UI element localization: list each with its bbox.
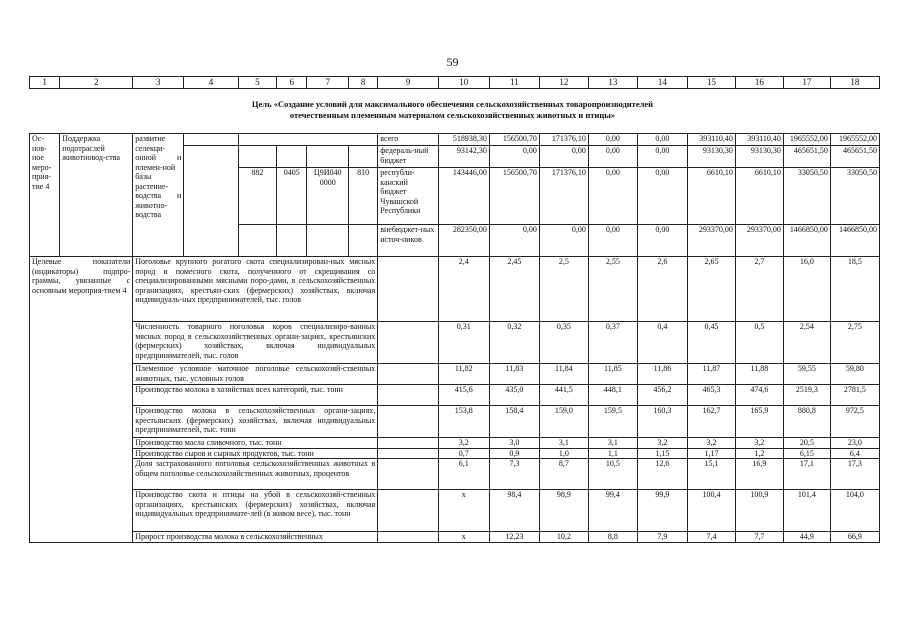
- indicator-value: 972,5: [830, 406, 879, 438]
- indicator-source-blank: [378, 490, 438, 532]
- indicator-value: 11,86: [637, 364, 687, 385]
- indicator-value: 158,4: [489, 406, 539, 438]
- indicator-value: 98,9: [539, 490, 588, 532]
- funding-source: всего: [378, 134, 438, 146]
- indicator-value: 15,1: [687, 459, 735, 490]
- indicator-value: 8,8: [588, 532, 637, 543]
- target-article-code: Ц9И040 0000: [307, 168, 349, 225]
- indicator-value: 10,5: [588, 459, 637, 490]
- budget-code-blank: [238, 134, 378, 146]
- goal-title-line-1: Цель «Создание условий для максимального обеспечения сельскохозяйственных товаропроизводителей: [251, 99, 654, 109]
- indicator-value: 153,8: [438, 406, 489, 438]
- indicator-value: 98,4: [489, 490, 539, 532]
- column-number: 5: [238, 77, 277, 89]
- indicator-source-blank: [378, 448, 438, 459]
- indicator-row: [30, 448, 880, 459]
- budget-code-blank: [307, 225, 349, 257]
- indicator-value: 12,23: [489, 532, 539, 543]
- indicator-value: 101,4: [783, 490, 830, 532]
- indicator-value: 7,9: [637, 532, 687, 543]
- indicator-row: [30, 459, 880, 490]
- indicator-name: Племенное условное маточное поголовье сельскохозяй-ственных животных, тыс. условных голов: [133, 364, 378, 385]
- indicator-source-blank: [378, 532, 438, 543]
- funding-value: 293370,00: [735, 225, 783, 257]
- indicator-value: 0,31: [438, 322, 489, 364]
- event-name: Поддержка подотраслей животновод-ства: [60, 134, 133, 257]
- funding-value: 293370,00: [687, 225, 735, 257]
- indicator-value: 12,6: [637, 459, 687, 490]
- funding-value: 33050,50: [830, 168, 879, 225]
- column-number: 2: [60, 77, 133, 89]
- budget-code-blank: [349, 146, 378, 168]
- indicator-source-blank: [378, 385, 438, 406]
- funding-value: 93142,30: [438, 146, 489, 168]
- indicator-row: [30, 257, 880, 322]
- indicator-value: 3,0: [489, 438, 539, 449]
- indicator-name: Поголовье крупного рогатого скота специализирован-ных мясных пород и помесного скота, полученного от скрещивания со специализированными мясными поро-дами, в сельскохозяйственных организациях, крестьян-ских (фермерских) хозяйствах, включая индивидуаль-ных предпринимателей, тыс. голов: [133, 257, 378, 322]
- column-number: 12: [539, 77, 588, 89]
- indicator-value: 3,2: [438, 438, 489, 449]
- funding-value: 1466850,00: [830, 225, 879, 257]
- indicator-value: 2,54: [783, 322, 830, 364]
- event-description: развитие селекци-онной и племен-ной базы растение-водства и животно-водства: [133, 134, 184, 257]
- funding-value: 143446,00: [438, 168, 489, 225]
- funding-value: 171376,10: [539, 168, 588, 225]
- indicator-value: 2,45: [489, 257, 539, 322]
- indicator-value: 474,6: [735, 385, 783, 406]
- indicator-value: 159,0: [539, 406, 588, 438]
- indicator-value: 2,75: [830, 322, 879, 364]
- funding-value: 93130,30: [687, 146, 735, 168]
- indicator-value: 8,7: [539, 459, 588, 490]
- funding-value: 0,00: [637, 168, 687, 225]
- funding-value: 0,00: [637, 134, 687, 146]
- indicator-value: 0,35: [539, 322, 588, 364]
- indicator-value: 2519,3: [783, 385, 830, 406]
- indicator-value: 3,1: [539, 438, 588, 449]
- indicator-value: 7,7: [735, 532, 783, 543]
- indicator-value: 23,0: [830, 438, 879, 449]
- funding-value: 0,00: [588, 146, 637, 168]
- indicator-value: 448,1: [588, 385, 637, 406]
- indicator-value: 0,32: [489, 322, 539, 364]
- indicator-value: 1,1: [588, 448, 637, 459]
- column-number: 6: [277, 77, 307, 89]
- funding-value: 156500,70: [489, 168, 539, 225]
- indicator-value: 2,5: [539, 257, 588, 322]
- column-number: 3: [133, 77, 184, 89]
- indicator-name: Производство скота и птицы на убой в сельскохозяй-ственных организациях, крестьянских (фермерских) хозяйствах, включая индивидуальных предпринимате-лей (в живом весе), тыс. тонн: [133, 490, 378, 532]
- funding-value: 6610,10: [687, 168, 735, 225]
- funding-value: 465651,50: [830, 146, 879, 168]
- column-number-header: [29, 76, 880, 89]
- column-number: 11: [489, 77, 539, 89]
- indicator-value: 20,5: [783, 438, 830, 449]
- indicator-value: 456,2: [637, 385, 687, 406]
- indicator-value: 7,3: [489, 459, 539, 490]
- indicator-value: 415,6: [438, 385, 489, 406]
- column-number: 8: [349, 77, 378, 89]
- indicator-name: Производство масла сливочного, тыс. тонн: [133, 438, 378, 449]
- column-number: 1: [30, 77, 60, 89]
- indicator-row: [30, 490, 880, 532]
- section-code: 0405: [277, 168, 307, 225]
- indicator-value: 17,1: [783, 459, 830, 490]
- indicator-value: 59,55: [783, 364, 830, 385]
- column-number: 13: [588, 77, 637, 89]
- indicator-name: Доля застрахованного поголовья сельскохозяйственных животных в общем поголовье сельскохозяйственных животных, процентов: [133, 459, 378, 490]
- indicator-value: 3,2: [687, 438, 735, 449]
- funding-value: 1965552,00: [783, 134, 830, 146]
- indicator-value: 7,4: [687, 532, 735, 543]
- funding-row: [30, 134, 880, 146]
- indicator-value: х: [438, 532, 489, 543]
- indicator-value: 0,5: [735, 322, 783, 364]
- indicator-value: 59,80: [830, 364, 879, 385]
- indicator-value: 0,4: [637, 322, 687, 364]
- indicator-row: [30, 322, 880, 364]
- goal-title: [0, 99, 905, 121]
- funding-value: 393110,40: [687, 134, 735, 146]
- indicator-value: 2,6: [637, 257, 687, 322]
- funding-value: 156500,70: [489, 134, 539, 146]
- column-number: 15: [687, 77, 735, 89]
- funding-value: 0,00: [489, 225, 539, 257]
- indicator-name: Производство молока в сельскохозяйственных органи-зациях, крестьянских (фермерских) хозяйствах, включая индивидуальных предпринимателей, тыс. тонн: [133, 406, 378, 438]
- budget-code-blank: [349, 225, 378, 257]
- column-number: 9: [378, 77, 438, 89]
- indicator-row: [30, 385, 880, 406]
- indicator-value: 1,0: [539, 448, 588, 459]
- indicator-value: 100,9: [735, 490, 783, 532]
- indicator-value: 16,9: [735, 459, 783, 490]
- indicator-value: 159,5: [588, 406, 637, 438]
- indicator-source-blank: [378, 257, 438, 322]
- funding-value: 282350,00: [438, 225, 489, 257]
- funding-value: 171376,10: [539, 134, 588, 146]
- indicator-source-blank: [378, 459, 438, 490]
- indicator-value: 11,83: [489, 364, 539, 385]
- indicator-value: 3,2: [637, 438, 687, 449]
- indicator-value: 0,37: [588, 322, 637, 364]
- funding-value: 0,00: [637, 225, 687, 257]
- indicator-value: 66,9: [830, 532, 879, 543]
- indicator-value: 0,45: [687, 322, 735, 364]
- budget-code-blank: [238, 146, 277, 168]
- indicator-value: 6,4: [830, 448, 879, 459]
- budget-code-blank: [277, 146, 307, 168]
- indicator-value: 880,8: [783, 406, 830, 438]
- funding-source: внебюджет-ных источ-ников: [378, 225, 438, 257]
- funding-value: 1965552,00: [830, 134, 879, 146]
- column-number: 17: [783, 77, 830, 89]
- indicator-value: 10,2: [539, 532, 588, 543]
- funding-value: 0,00: [489, 146, 539, 168]
- indicator-value: 6,1: [438, 459, 489, 490]
- funding-value: 0,00: [588, 168, 637, 225]
- funding-source: федераль-ный бюджет: [378, 146, 438, 168]
- indicator-value: 0,9: [489, 448, 539, 459]
- funding-value: 0,00: [539, 146, 588, 168]
- funding-value: 6610,10: [735, 168, 783, 225]
- indicator-value: 3,1: [588, 438, 637, 449]
- indicator-value: 160,3: [637, 406, 687, 438]
- executor-cell: [184, 134, 238, 146]
- funding-value: 0,00: [588, 134, 637, 146]
- indicator-name: Численность товарного поголовья коров специализиро-ванных мясных пород в сельскохозяйственных органи-зациях, крестьянских (фермерских) хозяйствах, включая индивидуальных предпринимателей, тыс. голов: [133, 322, 378, 364]
- indicator-value: 44,9: [783, 532, 830, 543]
- indicator-value: 441,5: [539, 385, 588, 406]
- indicator-value: 11,85: [588, 364, 637, 385]
- indicator-value: 3,2: [735, 438, 783, 449]
- indicator-value: 165,9: [735, 406, 783, 438]
- indicator-value: 2,65: [687, 257, 735, 322]
- indicator-name: Производство сыров и сырных продуктов, тыс. тонн: [133, 448, 378, 459]
- budget-code-blank: [307, 146, 349, 168]
- funding-value: 393110,40: [735, 134, 783, 146]
- indicator-value: 162,7: [687, 406, 735, 438]
- indicator-source-blank: [378, 364, 438, 385]
- indicator-name: Производство молока в хозяйствах всех категорий, тыс. тонн: [133, 385, 378, 406]
- indicator-source-blank: [378, 438, 438, 449]
- budget-code-blank: [277, 225, 307, 257]
- indicator-value: 2,7: [735, 257, 783, 322]
- indicator-source-blank: [378, 322, 438, 364]
- expense-type-code: 810: [349, 168, 378, 225]
- indicator-value: 11,84: [539, 364, 588, 385]
- indicator-value: 465,3: [687, 385, 735, 406]
- indicator-value: 99,9: [637, 490, 687, 532]
- column-number: 4: [184, 77, 238, 89]
- indicator-value: 1,15: [637, 448, 687, 459]
- funding-value: 0,00: [539, 225, 588, 257]
- funding-value: 93130,30: [735, 146, 783, 168]
- indicator-value: 104,0: [830, 490, 879, 532]
- funding-value: 465651,50: [783, 146, 830, 168]
- indicator-value: х: [438, 490, 489, 532]
- indicator-value: 6,15: [783, 448, 830, 459]
- indicator-value: 11,88: [735, 364, 783, 385]
- indicator-value: 16,0: [783, 257, 830, 322]
- indicator-value: 1,2: [735, 448, 783, 459]
- indicator-value: 2,55: [588, 257, 637, 322]
- column-number: 10: [438, 77, 489, 89]
- indicator-value: 18,5: [830, 257, 879, 322]
- indicator-value: 435,0: [489, 385, 539, 406]
- indicator-name: Прирост производства молока в сельскохозяйственных: [133, 532, 378, 543]
- indicators-label: Целевые показатели (индикаторы) подпро-граммы, увязанные с основным мероприя-тием 4: [30, 257, 133, 543]
- indicator-value: 2781,5: [830, 385, 879, 406]
- goal-title-line-2: отечественным племенным материалом сельскохозяйственных животных и птицы»: [289, 110, 616, 120]
- funding-value: 0,00: [588, 225, 637, 257]
- column-number: 7: [307, 77, 349, 89]
- grbs-code: 882: [238, 168, 277, 225]
- funding-value: 1466850,00: [783, 225, 830, 257]
- budget-code-blank: [238, 225, 277, 257]
- indicator-value: 11,82: [438, 364, 489, 385]
- indicator-value: 99,4: [588, 490, 637, 532]
- indicator-value: 11,87: [687, 364, 735, 385]
- funding-value: 0,00: [637, 146, 687, 168]
- indicator-row: [30, 406, 880, 438]
- indicator-value: 17,3: [830, 459, 879, 490]
- column-number: 14: [637, 77, 687, 89]
- indicator-value: 1,17: [687, 448, 735, 459]
- indicator-value: 0,7: [438, 448, 489, 459]
- funding-source: республи-канский бюджет Чувашской Республики: [378, 168, 438, 225]
- indicator-source-blank: [378, 406, 438, 438]
- column-number: 18: [830, 77, 879, 89]
- page-number: 59: [446, 55, 459, 69]
- program-table: [29, 133, 880, 543]
- indicator-row: [30, 438, 880, 449]
- indicator-row: [30, 364, 880, 385]
- executor-cell: [184, 146, 238, 257]
- indicator-row: [30, 532, 880, 543]
- funding-value: 518938,30: [438, 134, 489, 146]
- event-type: Ос-нов-ное меро-прия-тие 4: [30, 134, 60, 257]
- indicator-value: 100,4: [687, 490, 735, 532]
- funding-value: 33050,50: [783, 168, 830, 225]
- column-number: 16: [735, 77, 783, 89]
- indicator-value: 2,4: [438, 257, 489, 322]
